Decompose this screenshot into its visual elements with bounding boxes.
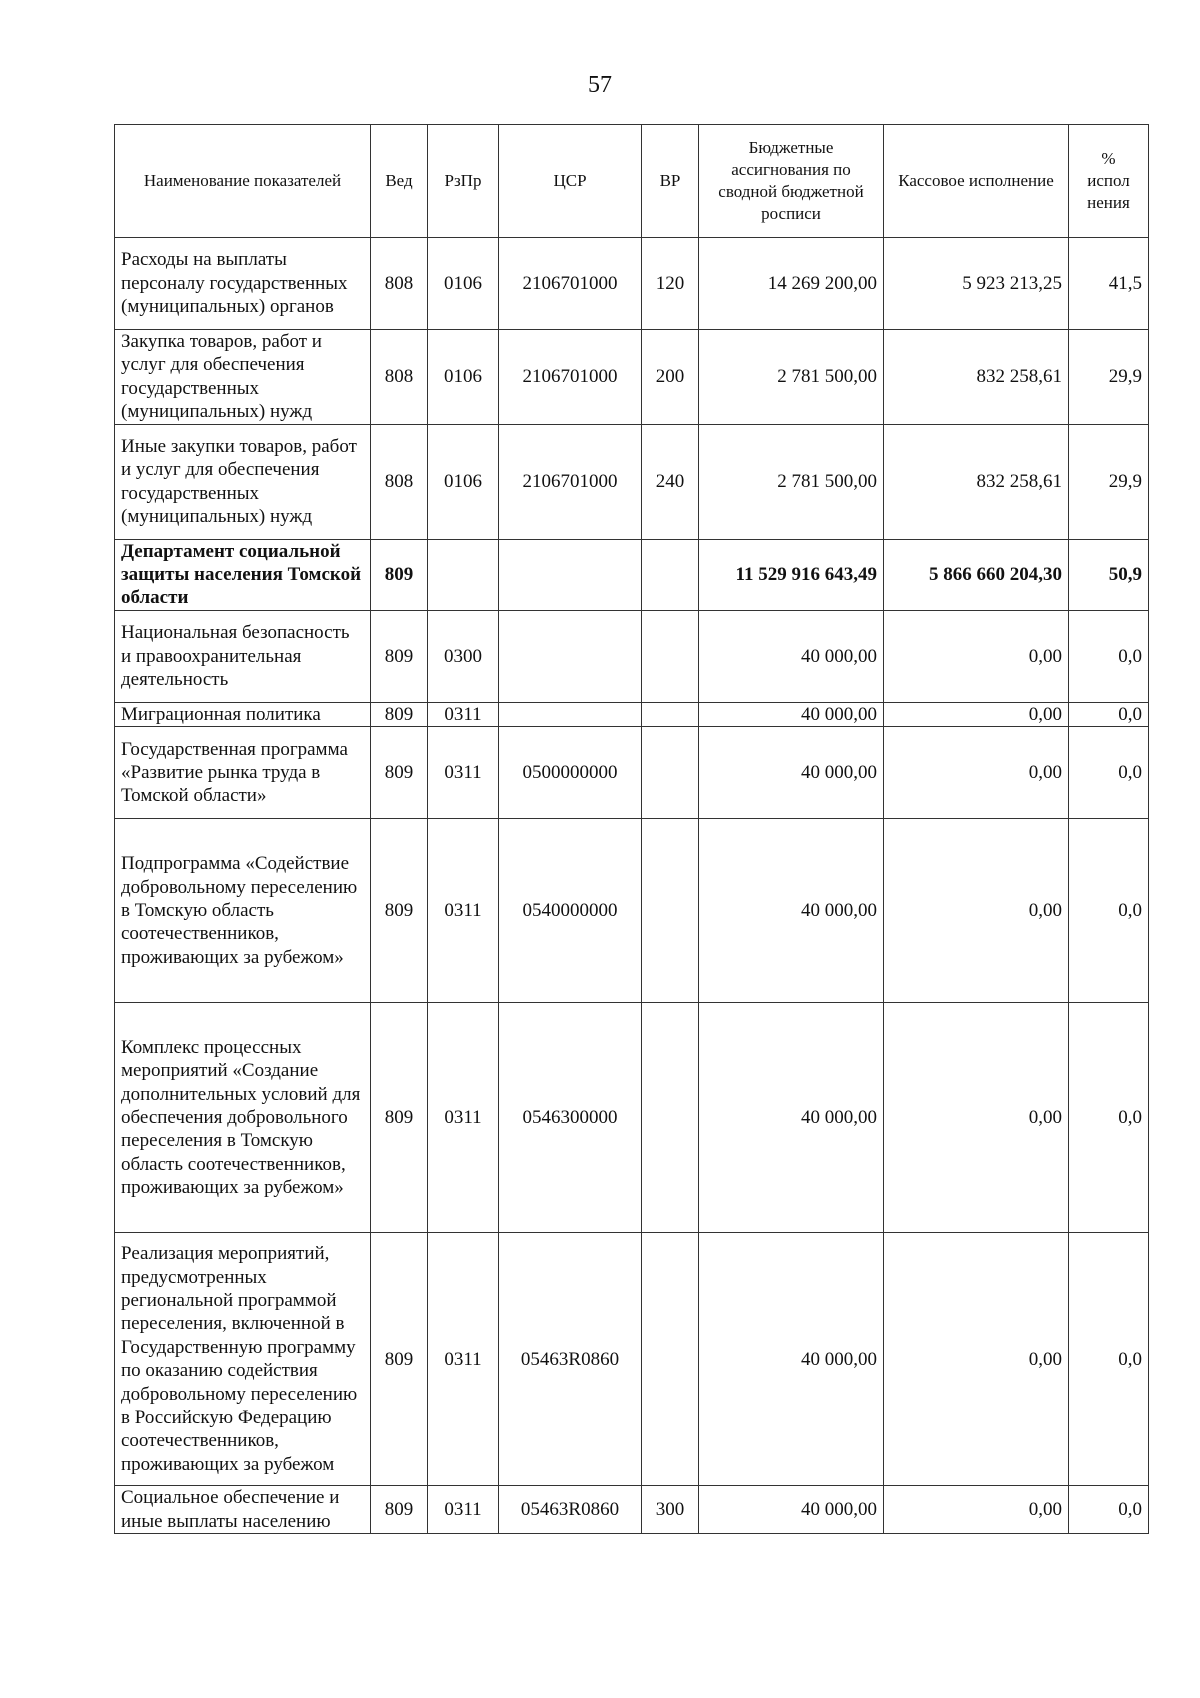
cell-appropriations: 40 000,00 <box>699 1233 884 1486</box>
cell-rzpr: 0311 <box>428 702 499 726</box>
table-row <box>115 819 1149 1003</box>
budget-execution-table <box>114 124 1149 1534</box>
cell-ved: 809 <box>371 702 428 726</box>
cell-ved: 809 <box>371 727 428 819</box>
cell-ved: 808 <box>371 238 428 330</box>
table-row <box>115 702 1149 726</box>
cell-execution: 0,00 <box>884 727 1069 819</box>
table-row <box>115 238 1149 330</box>
cell-percent: 0,0 <box>1069 819 1149 1003</box>
header-csr: ЦСР <box>499 125 642 238</box>
cell-ved: 808 <box>371 424 428 539</box>
cell-name: Расходы на выплаты персоналу государственных (муниципальных) органов <box>115 238 371 330</box>
table-header-row <box>115 125 1149 238</box>
cell-rzpr: 0311 <box>428 1486 499 1534</box>
cell-vr <box>642 702 699 726</box>
cell-ved: 809 <box>371 539 428 610</box>
cell-name: Социальное обеспечение и иные выплаты населению <box>115 1486 371 1534</box>
table-row <box>115 1003 1149 1233</box>
cell-percent: 0,0 <box>1069 1233 1149 1486</box>
cell-name: Комплекс процессных мероприятий «Создание дополнительных условий для обеспечения добровольного переселения в Томскую область соотечественников, проживающих за рубежом» <box>115 1003 371 1233</box>
cell-execution: 5 866 660 204,30 <box>884 539 1069 610</box>
cell-csr: 2106701000 <box>499 424 642 539</box>
cell-execution: 0,00 <box>884 1003 1069 1233</box>
cell-appropriations: 40 000,00 <box>699 1486 884 1534</box>
cell-rzpr: 0311 <box>428 1233 499 1486</box>
table-row <box>115 727 1149 819</box>
cell-rzpr: 0311 <box>428 819 499 1003</box>
cell-name: Государственная программа «Развитие рынка труда в Томской области» <box>115 727 371 819</box>
cell-name: Закупка товаров, работ и услуг для обеспечения государственных (муниципальных) нужд <box>115 330 371 425</box>
cell-appropriations: 40 000,00 <box>699 819 884 1003</box>
cell-ved: 809 <box>371 1486 428 1534</box>
cell-vr <box>642 610 699 702</box>
cell-execution: 0,00 <box>884 819 1069 1003</box>
table-row <box>115 1233 1149 1486</box>
cell-rzpr: 0106 <box>428 238 499 330</box>
cell-name: Миграционная политика <box>115 702 371 726</box>
page-number: 57 <box>588 72 612 98</box>
cell-ved: 809 <box>371 610 428 702</box>
cell-csr: 0500000000 <box>499 727 642 819</box>
cell-vr: 120 <box>642 238 699 330</box>
cell-csr <box>499 610 642 702</box>
header-vr: ВР <box>642 125 699 238</box>
cell-appropriations: 2 781 500,00 <box>699 330 884 425</box>
cell-rzpr <box>428 539 499 610</box>
cell-vr: 240 <box>642 424 699 539</box>
cell-ved: 809 <box>371 1233 428 1486</box>
cell-percent: 50,9 <box>1069 539 1149 610</box>
cell-rzpr: 0106 <box>428 330 499 425</box>
header-percent: % испол нения <box>1069 125 1149 238</box>
cell-vr <box>642 727 699 819</box>
table-row <box>115 424 1149 539</box>
cell-rzpr: 0311 <box>428 1003 499 1233</box>
cell-ved: 809 <box>371 1003 428 1233</box>
cell-vr <box>642 1003 699 1233</box>
cell-execution: 0,00 <box>884 610 1069 702</box>
cell-vr: 300 <box>642 1486 699 1534</box>
cell-csr: 2106701000 <box>499 330 642 425</box>
cell-execution: 832 258,61 <box>884 424 1069 539</box>
cell-percent: 0,0 <box>1069 727 1149 819</box>
cell-csr <box>499 539 642 610</box>
cell-rzpr: 0106 <box>428 424 499 539</box>
table-row <box>115 1486 1149 1534</box>
cell-vr <box>642 539 699 610</box>
cell-csr: 0546300000 <box>499 1003 642 1233</box>
cell-appropriations: 40 000,00 <box>699 1003 884 1233</box>
cell-name: Реализация мероприятий, предусмотренных региональной программой переселения, включенной в Государственную программу по оказанию содействия добровольному переселению в Российскую Федерацию соотечественников, проживающих за рубежом <box>115 1233 371 1486</box>
table-row <box>115 330 1149 425</box>
cell-appropriations: 11 529 916 643,49 <box>699 539 884 610</box>
cell-csr: 2106701000 <box>499 238 642 330</box>
cell-appropriations: 40 000,00 <box>699 702 884 726</box>
header-rzpr: РзПр <box>428 125 499 238</box>
cell-appropriations: 2 781 500,00 <box>699 424 884 539</box>
cell-rzpr: 0311 <box>428 727 499 819</box>
header-ved: Вед <box>371 125 428 238</box>
cell-name: Подпрограмма «Содействие добровольному переселению в Томскую область соотечественников, проживающих за рубежом» <box>115 819 371 1003</box>
header-execution: Кассовое исполнение <box>884 125 1069 238</box>
header-name: Наименование показателей <box>115 125 371 238</box>
cell-execution: 0,00 <box>884 1486 1069 1534</box>
cell-csr: 0540000000 <box>499 819 642 1003</box>
cell-appropriations: 40 000,00 <box>699 727 884 819</box>
cell-percent: 29,9 <box>1069 330 1149 425</box>
table-row <box>115 610 1149 702</box>
table-row <box>115 539 1149 610</box>
cell-execution: 5 923 213,25 <box>884 238 1069 330</box>
cell-vr <box>642 819 699 1003</box>
cell-execution: 0,00 <box>884 702 1069 726</box>
table-body <box>115 238 1149 1534</box>
cell-csr: 05463R0860 <box>499 1233 642 1486</box>
cell-execution: 0,00 <box>884 1233 1069 1486</box>
cell-appropriations: 40 000,00 <box>699 610 884 702</box>
cell-percent: 41,5 <box>1069 238 1149 330</box>
cell-appropriations: 14 269 200,00 <box>699 238 884 330</box>
header-appropriations: Бюджетные ассигнования по сводной бюджетной росписи <box>699 125 884 238</box>
cell-execution: 832 258,61 <box>884 330 1069 425</box>
cell-percent: 0,0 <box>1069 702 1149 726</box>
cell-csr <box>499 702 642 726</box>
cell-rzpr: 0300 <box>428 610 499 702</box>
cell-name: Департамент социальной защиты населения Томской области <box>115 539 371 610</box>
cell-ved: 809 <box>371 819 428 1003</box>
cell-percent: 0,0 <box>1069 1003 1149 1233</box>
cell-percent: 0,0 <box>1069 610 1149 702</box>
cell-vr <box>642 1233 699 1486</box>
cell-vr: 200 <box>642 330 699 425</box>
cell-percent: 29,9 <box>1069 424 1149 539</box>
cell-ved: 808 <box>371 330 428 425</box>
cell-percent: 0,0 <box>1069 1486 1149 1534</box>
cell-csr: 05463R0860 <box>499 1486 642 1534</box>
cell-name: Иные закупки товаров, работ и услуг для обеспечения государственных (муниципальных) нужд <box>115 424 371 539</box>
cell-name: Национальная безопасность и правоохранительная деятельность <box>115 610 371 702</box>
